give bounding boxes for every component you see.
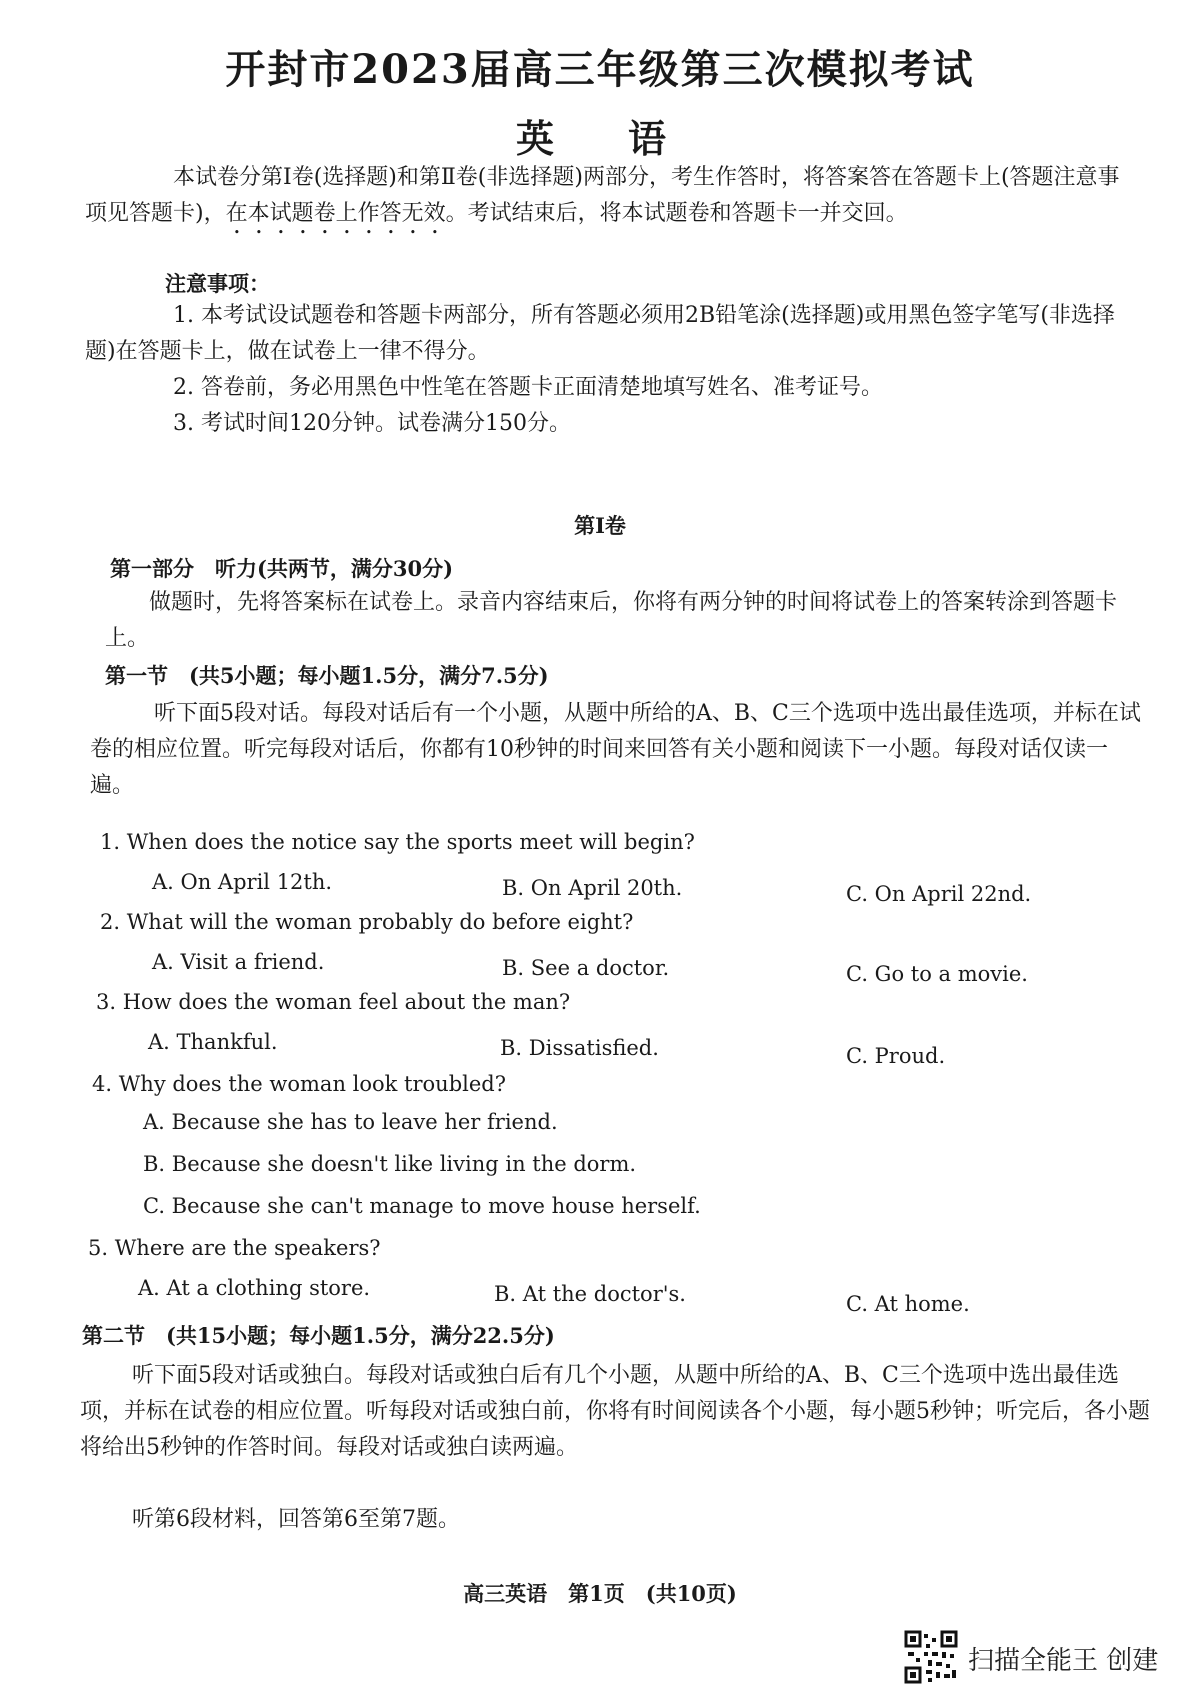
question-4-option-a: A. Because she has to leave her friend. bbox=[143, 1110, 558, 1134]
question-3-stem: 3. How does the woman feel about the man? bbox=[96, 990, 571, 1014]
intro-text-before: 本试卷分第Ⅰ卷(选择题)和第Ⅱ卷(非选择题)两部分，考生作答时，将答案答在答题卡上(答题注意事项见答题卡)， bbox=[85, 165, 1120, 226]
question-1-option-c: C. On April 22nd. bbox=[846, 882, 1032, 906]
exam-subject: 英 语 bbox=[515, 116, 684, 161]
question-1-option-b: B. On April 20th. bbox=[502, 876, 683, 900]
question-5-option-b: B. At the doctor's. bbox=[494, 1282, 686, 1306]
question-4-option-b: B. Because she doesn't like living in the dorm. bbox=[143, 1152, 637, 1176]
note-item-2: 2. 答卷前，务必用黑色中性笔在答题卡正面清楚地填写姓名、准考证号。 bbox=[173, 375, 883, 400]
question-1-stem: 1. When does the notice say the sports meet will begin? bbox=[100, 830, 695, 854]
intro-emphasis: 在本试题卷上作答无效 bbox=[225, 201, 446, 226]
section1-title: 第一节 (共5小题；每小题1.5分，满分7.5分) bbox=[105, 663, 549, 688]
section1-instructions: 听下面5段对话。每段对话后有一个小题，从题中所给的A、B、C三个选项中选出最佳选项，并标在试卷的相应位置。听完每段对话后，你都有10秒钟的时间来回答有关小题和阅读下一小题。每段对话仅读一遍。 bbox=[90, 701, 1141, 798]
intro-paragraph bbox=[85, 160, 1135, 239]
section2-material-line: 听第6段材料，回答第6至第7题。 bbox=[132, 1507, 460, 1532]
section2-title: 第二节 (共15小题；每小题1.5分，满分22.5分) bbox=[82, 1323, 555, 1348]
exam-title: 开封市2023届高三年级第三次模拟考试 bbox=[225, 46, 975, 93]
question-5-stem: 5. Where are the speakers? bbox=[88, 1236, 381, 1260]
question-2-option-b: B. See a doctor. bbox=[502, 956, 670, 980]
notes-title: 注意事项： bbox=[165, 271, 270, 296]
question-4-option-c: C. Because she can't manage to move house herself. bbox=[143, 1194, 701, 1218]
section2-instructions: 听下面5段对话或独白。每段对话或独白后有几个小题，从题中所给的A、B、C三个选项中选出最佳选项，并标在试卷的相应位置。听每段对话或独白前，你将有时间阅读各个小题，每小题5秒钟；听完后，各小题将给出5秒钟的作答时间。每段对话或独白读两遍。 bbox=[80, 1363, 1151, 1460]
part1-title: 第一部分 听力(共两节，满分30分) bbox=[110, 556, 454, 581]
question-3-option-b: B. Dissatisfied. bbox=[500, 1036, 659, 1060]
qr-code-icon bbox=[904, 1630, 958, 1684]
question-2-option-a: A. Visit a friend. bbox=[152, 950, 325, 974]
question-1-option-a: A. On April 12th. bbox=[152, 870, 333, 894]
part1-instructions: 做题时，先将答案标在试卷上。录音内容结束后，你将有两分钟的时间将试卷上的答案转涂到答题卡上。 bbox=[105, 590, 1118, 651]
note-item-1: 1. 本考试设试题卷和答题卡两部分，所有答题必须用2B铅笔涂(选择题)或用黑色签字笔写(非选择题)在答题卡上，做在试卷上一律不得分。 bbox=[85, 303, 1115, 364]
intro-text-after: 。考试结束后，将本试题卷和答题卡一并交回。 bbox=[445, 201, 908, 226]
question-4-stem: 4. Why does the woman look troubled? bbox=[92, 1072, 506, 1096]
volume-label: 第Ⅰ卷 bbox=[574, 513, 626, 538]
note-item-3: 3. 考试时间120分钟。试卷满分150分。 bbox=[173, 411, 571, 436]
question-5-option-c: C. At home. bbox=[846, 1292, 970, 1316]
page-footer: 高三英语 第1页 (共10页) bbox=[463, 1581, 737, 1606]
question-3-option-c: C. Proud. bbox=[846, 1044, 946, 1068]
question-2-stem: 2. What will the woman probably do before eight? bbox=[100, 910, 634, 934]
scanner-watermark: 扫描全能王 创建 bbox=[968, 1646, 1159, 1676]
question-2-option-c: C. Go to a movie. bbox=[846, 962, 1028, 986]
question-5-option-a: A. At a clothing store. bbox=[138, 1276, 371, 1300]
question-3-option-a: A. Thankful. bbox=[148, 1030, 278, 1054]
